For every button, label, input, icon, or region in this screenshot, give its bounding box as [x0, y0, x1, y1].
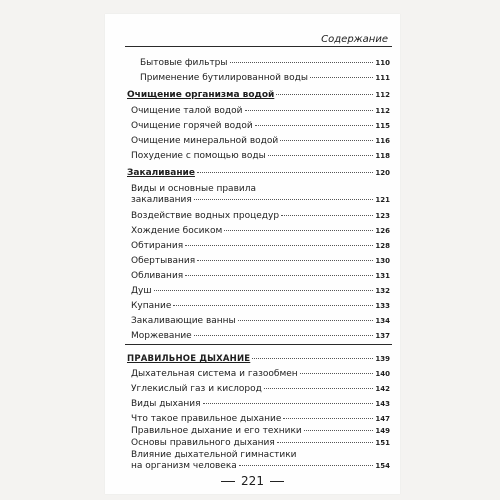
page-ref: 112: [375, 107, 390, 115]
toc-entry: Что такое правильное дыхание 147: [131, 414, 390, 424]
page-ref: 133: [375, 302, 390, 310]
toc-entry: Похудение с помощью воды 118: [131, 151, 390, 161]
page-ref: 147: [375, 415, 390, 423]
toc-chapter: ПРАВИЛЬНОЕ ДЫХАНИЕ 139: [127, 354, 390, 364]
running-header: Содержание: [321, 34, 388, 45]
toc-entry: Купание 133: [131, 301, 390, 311]
page-ref: 121: [375, 196, 390, 204]
toc-entry: Моржевание 137: [131, 331, 390, 341]
toc-entry: Очищение талой водой 112: [131, 106, 390, 116]
page-ref: 115: [375, 122, 390, 130]
footer-dash-left: [221, 481, 235, 482]
page-ref: 111: [375, 74, 390, 82]
page-ref: 120: [375, 169, 390, 177]
toc-entry: Обертывания 130: [131, 256, 390, 266]
page-ref: 143: [375, 400, 390, 408]
toc-entry: Обливания 131: [131, 271, 390, 281]
page-ref: 131: [375, 272, 390, 280]
toc-entry: Душ 132: [131, 286, 390, 296]
page-ref: 116: [375, 137, 390, 145]
toc-entry: Очищение горячей водой 115: [131, 121, 390, 131]
page-footer: [105, 474, 400, 488]
page-ref: 130: [375, 257, 390, 265]
page-ref: 112: [375, 91, 390, 99]
toc-entry: Виды и основные правила закаливания 121: [131, 184, 390, 205]
page-ref: 139: [375, 355, 390, 363]
toc-entry: Дыхательная система и газообмен 140: [131, 369, 390, 379]
page-ref: 128: [375, 242, 390, 250]
toc-entry: Обтирания 128: [131, 241, 390, 251]
toc-entry: Бытовые фильтры 110: [140, 58, 390, 68]
book-page: [105, 14, 400, 494]
page-ref: 134: [375, 317, 390, 325]
toc-entry: Воздействие водных процедур 123: [131, 211, 390, 221]
toc-entry: Углекислый газ и кислород 142: [131, 384, 390, 394]
toc-entry: Правильное дыхание и его техники 149: [131, 426, 390, 436]
toc-entry: Влияние дыхательной гимнастики на организм человека 154: [131, 450, 390, 471]
page-number: 221: [241, 474, 264, 488]
toc-section: Закаливание 120: [127, 168, 390, 178]
toc-entry: Виды дыхания 143: [131, 399, 390, 409]
toc-entry: Хождение босиком 126: [131, 226, 390, 236]
toc-section: Очищение организма водой 112: [127, 90, 390, 100]
page-ref: 110: [375, 59, 390, 67]
page-ref: 140: [375, 370, 390, 378]
page-ref: 154: [375, 462, 390, 470]
page-ref: 132: [375, 287, 390, 295]
toc-entry: Основы правильного дыхания 151: [131, 438, 390, 448]
table-of-contents: [105, 14, 400, 494]
page-ref: 137: [375, 332, 390, 340]
toc-entry: Очищение минеральной водой 116: [131, 136, 390, 146]
page-ref: 123: [375, 212, 390, 220]
page-ref: 142: [375, 385, 390, 393]
toc-entry: Применение бутилированной воды 111: [140, 73, 390, 83]
footer-dash-right: [270, 481, 284, 482]
page-ref: 118: [375, 152, 390, 160]
page-ref: 149: [375, 427, 390, 435]
toc-entry: Закаливающие ванны 134: [131, 316, 390, 326]
page-ref: 151: [375, 439, 390, 447]
page-ref: 126: [375, 227, 390, 235]
section-divider: [125, 344, 392, 345]
